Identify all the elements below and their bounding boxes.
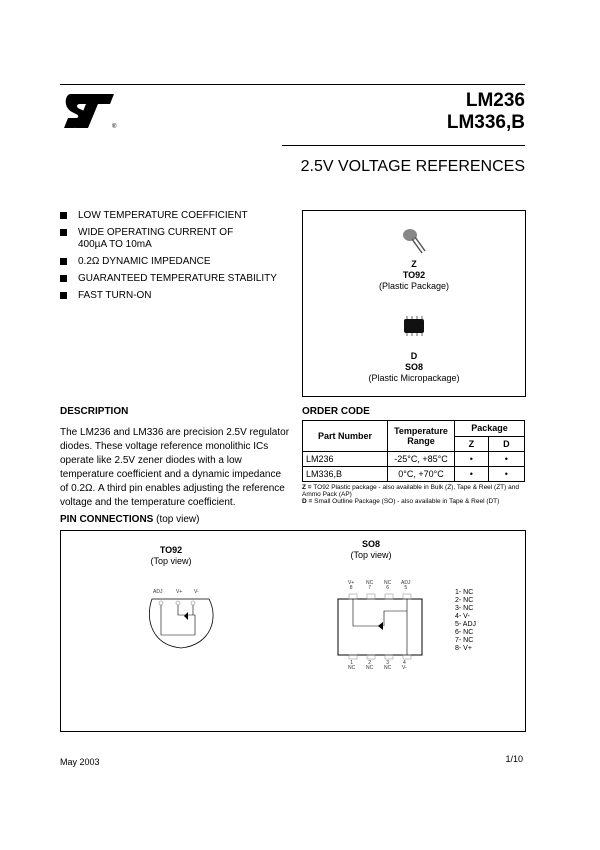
pin-label: V+: [176, 589, 183, 595]
pin-connections-heading: PIN CONNECTIONS (top view): [60, 514, 200, 525]
feature-item: WIDE OPERATING CURRENT OF 400µA TO 10mA: [60, 227, 258, 251]
pin-label: ADJ: [153, 589, 163, 595]
to92-pinout-diagram: [145, 593, 215, 653]
order-code-heading: ORDER CODE: [302, 406, 370, 417]
feature-list: [60, 210, 298, 307]
so8-pin-8: V+ 8: [348, 580, 355, 591]
package-z: Z TO92 (Plastic Package): [378, 259, 450, 291]
footer-page-number: 1/10: [505, 754, 523, 764]
col-part-number: Part Number: [303, 421, 388, 452]
st-logo: [62, 92, 120, 132]
to92-package-icon: [398, 225, 428, 255]
package-d: D SO8 (Plastic Micropackage): [368, 351, 460, 383]
so8-pin-list: 1- NC 2- NC 3- NC 4- V- 5- ADJ 6- NC 7- NC 8- V+: [455, 589, 477, 652]
so8-pin-5: ADJ 5: [401, 580, 411, 591]
order-code-table: [302, 420, 525, 482]
order-notes: Z = TO92 Plastic package - also available in Bulk (Z), Tape & Reel (ZT) and Ammo Pack (AP) D = Small Outline Package (SO) - also available in Tape & Reel (DT): [302, 484, 519, 505]
title-rule: [282, 145, 525, 146]
pin-connections-box: [60, 530, 526, 732]
feature-item: 0.2Ω DYNAMIC IMPEDANCE: [60, 256, 298, 268]
so8-pin-6: NC 6: [384, 580, 392, 591]
feature-item: FAST TURN-ON: [60, 290, 298, 302]
col-package: Package: [455, 421, 525, 437]
footer-date: May 2003: [60, 757, 100, 767]
svg-text:®: ®: [112, 124, 117, 130]
top-rule: [60, 84, 525, 85]
col-d: D: [488, 436, 524, 452]
col-z: Z: [455, 436, 489, 452]
so8-pin-7: NC 7: [366, 580, 374, 591]
description-heading: DESCRIPTION: [60, 406, 129, 417]
so8-pin-2: 2 NC: [366, 660, 374, 671]
so8-pin-1: 1 NC: [348, 660, 356, 671]
so8-package-icon: [400, 315, 428, 337]
col-temperature: Temperature Range: [388, 421, 455, 452]
page-subtitle: 2.5V VOLTAGE REFERENCES: [300, 158, 525, 175]
part-number-1: LM236: [465, 90, 525, 111]
pin-label: V-: [194, 589, 199, 595]
so8-diagram-title: SO8 (Top view): [350, 539, 392, 560]
description-text: The LM236 and LM336 are precision 2.5V regulator diodes. These voltage reference monolithic ICs operate like 2.5V zener diodes with a low temperature coefficient and a dynamic impedance of 0.2Ω. A third pin enables adjusting the reference voltage and the temperature coefficient.: [60, 427, 290, 508]
part-number-2: LM336,B: [446, 112, 525, 133]
table-row: LM236 -25°C, +85°C • •: [303, 452, 525, 467]
so8-pin-3: 3 NC: [384, 660, 392, 671]
feature-item: LOW TEMPERATURE COEFFICIENT: [60, 210, 298, 222]
to92-diagram-title: TO92 (Top view): [150, 545, 192, 566]
package-box: [302, 210, 526, 397]
so8-pin-4: 4 V-: [402, 660, 407, 671]
so8-pinout-diagram: [336, 591, 426, 663]
feature-item: GUARANTEED TEMPERATURE STABILITY: [60, 273, 298, 285]
table-row: LM336,B 0°C, +70°C • •: [303, 467, 525, 482]
